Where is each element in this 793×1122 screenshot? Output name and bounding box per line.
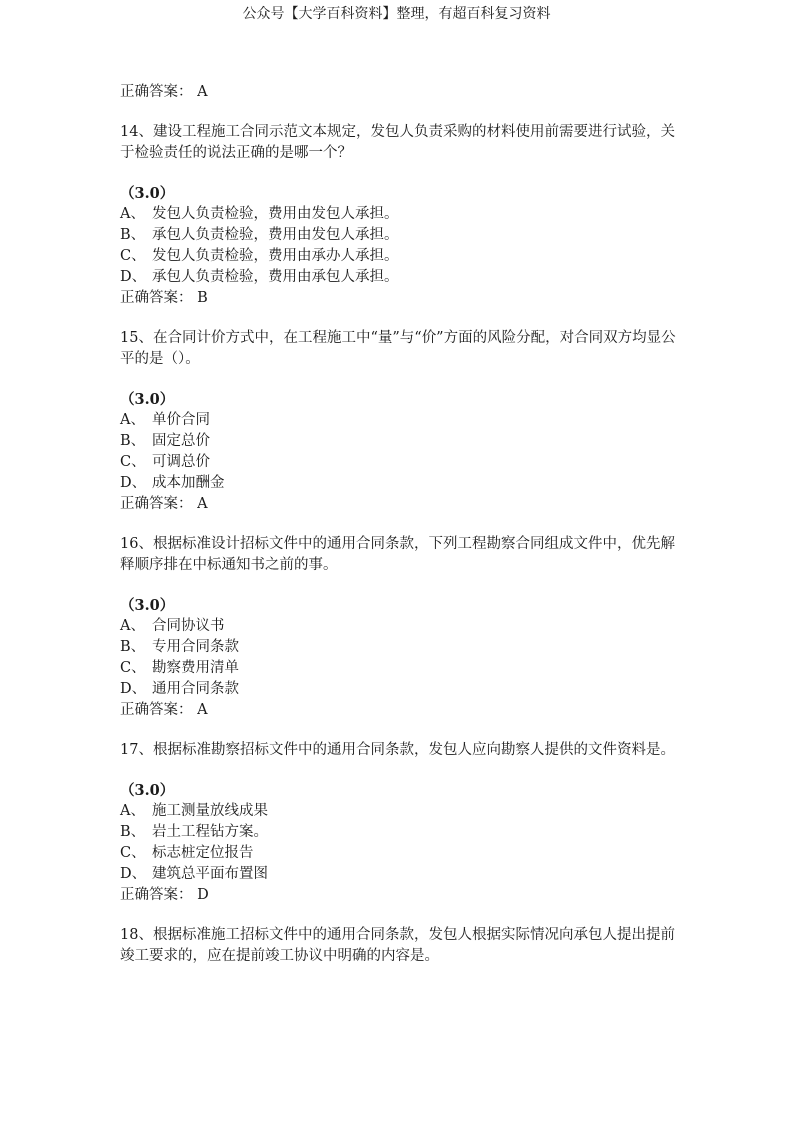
answer-line: 正确答案： A: [120, 496, 208, 512]
question-block: [120, 925, 680, 967]
question-text: 15、在合同计价方式中，在工程施工中“量”与“价”方面的风险分配，对合同双方均显公平的是（）。: [120, 330, 676, 367]
option-d: D、 通用合同条款: [120, 681, 239, 697]
option-d: D、 建筑总平面布置图: [120, 866, 268, 882]
question-block: [120, 122, 680, 309]
answer-line: 正确答案： D: [120, 887, 209, 903]
option-a: A、 施工测量放线成果: [120, 803, 268, 819]
option-b: B、 固定总价: [120, 433, 210, 449]
question-score: （3.0）: [120, 782, 175, 799]
question-text: 18、根据标准施工招标文件中的通用合同条款，发包人根据实际情况向承包人提出提前竣工要求的，应在提前竣工协议中明确的内容是。: [120, 927, 675, 964]
option-d: D、 承包人负责检验，费用由承包人承担。: [120, 269, 399, 285]
question-block: [120, 740, 680, 906]
question-score: （3.0）: [120, 597, 175, 614]
question-text: 14、建设工程施工合同示范文本规定，发包人负责采购的材料使用前需要进行试验，关于检验责任的说法正确的是哪一个？: [120, 124, 675, 161]
question-block: [120, 534, 680, 721]
answer-line: 正确答案： B: [120, 290, 208, 306]
answer-line: 正确答案： A: [120, 84, 208, 100]
option-a: A、 发包人负责检验，费用由发包人承担。: [120, 206, 399, 222]
option-a: A、 单价合同: [120, 412, 210, 428]
option-c: C、 标志桩定位报告: [120, 845, 254, 861]
option-b: B、 岩土工程钻方案。: [120, 824, 268, 840]
page-header: 公众号【大学百科资料】整理，有超百科复习资料: [242, 6, 551, 22]
option-b: B、 专用合同条款: [120, 639, 239, 655]
option-b: B、 承包人负责检验，费用由发包人承担。: [120, 227, 399, 243]
option-c: C、 发包人负责检验，费用由承办人承担。: [120, 248, 399, 264]
option-c: C、 勘察费用清单: [120, 660, 239, 676]
question-score: （3.0）: [120, 391, 175, 408]
question-score: （3.0）: [120, 185, 175, 202]
question-text: 16、根据标准设计招标文件中的通用合同条款，下列工程勘察合同组成文件中，优先解释顺序排在中标通知书之前的事。: [120, 536, 675, 573]
document-body: [120, 82, 680, 967]
option-d: D、 成本加酬金: [120, 475, 225, 491]
option-c: C、 可调总价: [120, 454, 210, 470]
option-a: A、 合同协议书: [120, 618, 225, 634]
question-text: 17、根据标准勘察招标文件中的通用合同条款，发包人应向勘察人提供的文件资料是。: [120, 742, 675, 758]
answer-line: 正确答案： A: [120, 702, 208, 718]
question-block: [120, 328, 680, 515]
